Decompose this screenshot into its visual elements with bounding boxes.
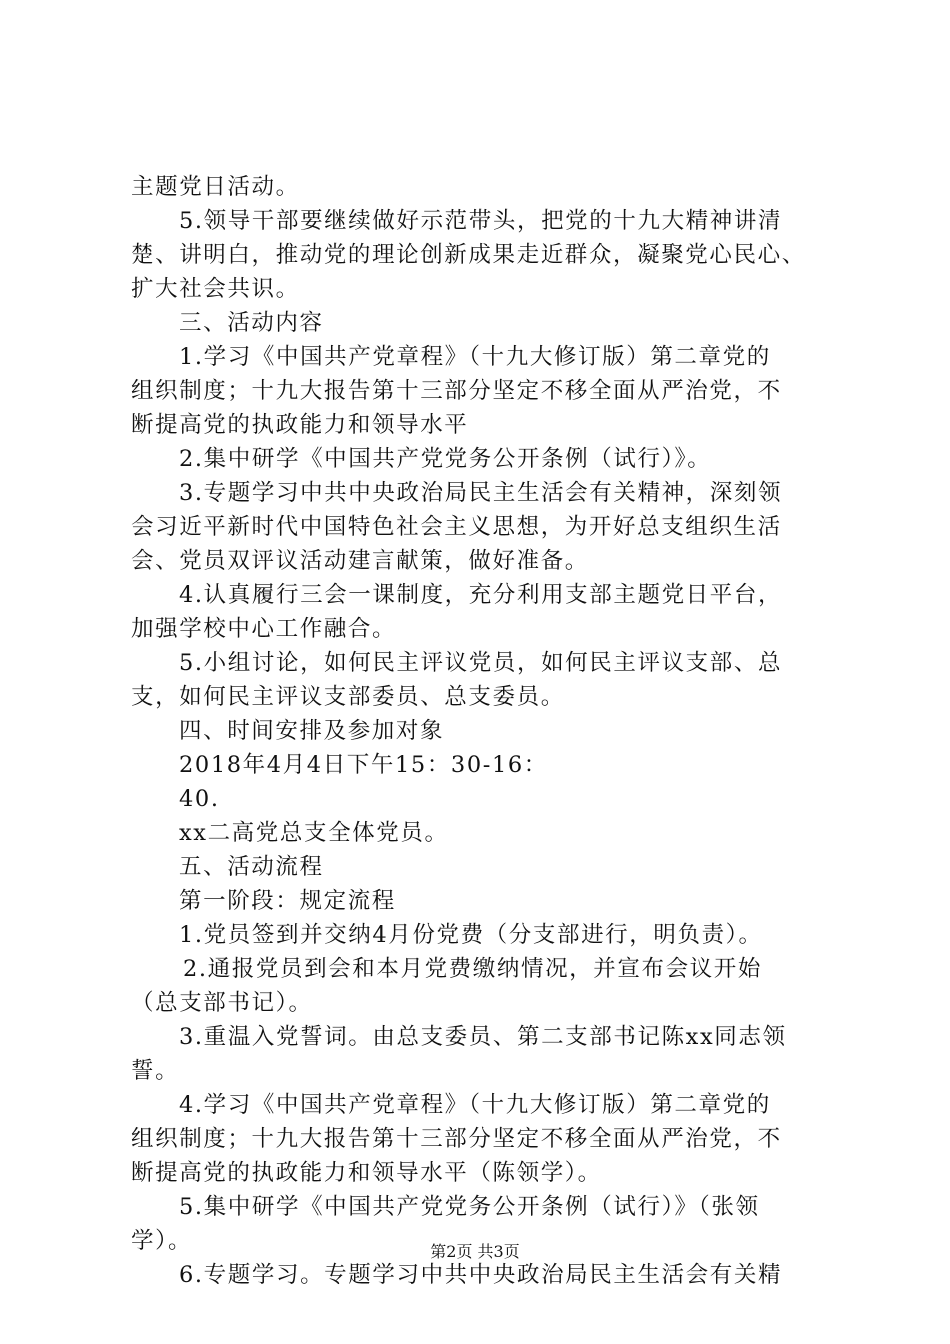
text-line: 学）。 xyxy=(131,1228,193,1254)
text-line: 1.党员签到并交纳4月份党费（分支部进行，明负责）。 xyxy=(179,922,763,948)
subsection-heading: 第一阶段：规定流程 xyxy=(179,888,396,914)
section-heading: 五、活动流程 xyxy=(179,854,324,880)
page-number-footer: 第2页 共3页 xyxy=(430,1242,520,1261)
text-line: 40. xyxy=(179,786,220,812)
text-line: 5.集中研学《中国共产党党务公开条例（试行）》（张领 xyxy=(179,1194,760,1220)
text-line: 支，如何民主评议支部委员、总支委员。 xyxy=(131,684,565,710)
text-line: 3.专题学习中共中央政治局民主生活会有关精神，深刻领 xyxy=(179,480,783,506)
text-line: 2.通报党员到会和本月党费缴纳情况，并宣布会议开始 xyxy=(183,956,762,982)
section-heading: 三、活动内容 xyxy=(179,310,324,336)
text-line: 加强学校中心工作融合。 xyxy=(131,616,397,642)
text-line: 3.重温入党誓词。由总支委员、第二支部书记陈xx同志领 xyxy=(179,1024,787,1050)
text-line: 4.学习《中国共产党章程》（十九大修订版）第二章党的 xyxy=(179,1092,771,1118)
section-heading: 四、时间安排及参加对象 xyxy=(179,718,445,744)
text-line: 断提高党的执政能力和领导水平 xyxy=(131,412,469,438)
text-line: xx二高党总支全体党员。 xyxy=(179,820,449,846)
text-line: 扩大社会共识。 xyxy=(131,276,300,302)
text-line: （总支部书记）。 xyxy=(131,990,313,1016)
text-line: 会、党员双评议活动建言献策，做好准备。 xyxy=(131,548,589,574)
text-line: 6.专题学习。专题学习中共中央政治局民主生活会有关精 xyxy=(179,1262,783,1288)
text-line: 2018年4月4日下午15：30-16： xyxy=(179,752,548,778)
text-line: 5.小组讨论，如何民主评议党员，如何民主评议支部、总 xyxy=(179,650,783,676)
text-line: 5.领导干部要继续做好示范带头，把党的十九大精神讲清 xyxy=(179,208,783,234)
text-line: 组织制度；十九大报告第十三部分坚定不移全面从严治党，不 xyxy=(131,1126,782,1152)
text-line: 4.认真履行三会一课制度，充分利用支部主题党日平台， xyxy=(179,582,783,608)
text-line: 组织制度；十九大报告第十三部分坚定不移全面从严治党，不 xyxy=(131,378,782,404)
text-line: 会习近平新时代中国特色社会主义思想，为开好总支组织生活 xyxy=(131,514,782,540)
text-line: 主题党日活动。 xyxy=(131,174,300,200)
text-line: 断提高党的执政能力和领导水平（陈领学）。 xyxy=(131,1160,602,1186)
text-line: 楚、讲明白，推动党的理论创新成果走近群众，凝聚党心民心、 xyxy=(131,242,806,268)
text-line: 誓。 xyxy=(131,1058,180,1084)
text-line: 2.集中研学《中国共产党党务公开条例（试行）》。 xyxy=(179,446,712,472)
text-line: 1.学习《中国共产党章程》（十九大修订版）第二章党的 xyxy=(179,344,771,370)
